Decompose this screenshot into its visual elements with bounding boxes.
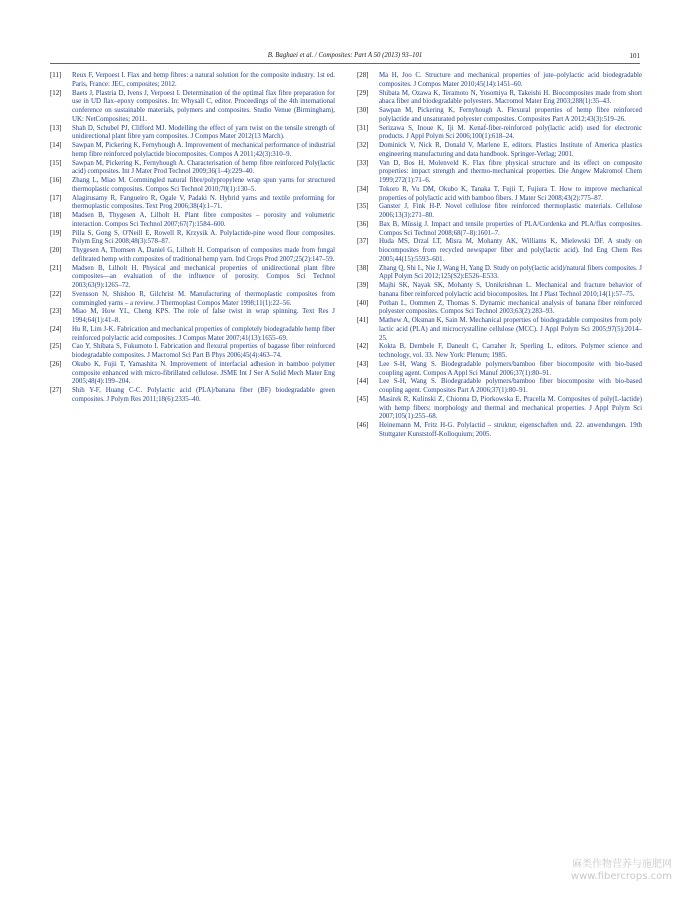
reference-number: [41] (357, 317, 369, 324)
reference-item (357, 142, 642, 160)
reference-number: [46] (357, 422, 369, 429)
reference-text[interactable]: Reux F, Verpoest I. Flax and hemp fibres: a natural solution for the composite industry. 1st ed. Paris, France: JEC, composites; 2012. (72, 72, 335, 88)
reference-number: [45] (357, 395, 369, 403)
reference-number: [34] (357, 185, 369, 193)
reference-number: [24] (50, 325, 62, 333)
reference-text[interactable]: Shah D, Schubel PJ, Clifford MJ. Modelling the effect of yarn twist on the tensile strength of unidirectional plant fibre yarn composites. J Compos Mater 2012(13 March). (72, 124, 335, 141)
reference-text[interactable]: Pothan L, Oommen Z, Thomas S. Dynamic mechanical analysis of banana fiber reinforced polyester composites. Compos Sci Technol 2003;63(2):283–93. (379, 299, 642, 316)
reference-item (50, 343, 335, 361)
reference-item (50, 308, 335, 326)
reference-text[interactable]: Serizawa S, Inoue K, Iji M. Kenaf-fiber-reinforced poly(lactic acid) used for electronic products. J Appl Polym Sci 2006;100(1):618–24. (379, 124, 642, 141)
reference-item (50, 265, 335, 291)
reference-number: [31] (357, 124, 369, 132)
reference-text[interactable]: Van D, Bos H, Molenveld K. Flax fibre physical structure and its effect on composite properties: impact strength and thermo-mechanical properties. Die Angew Makromol Chem 1999;272(1):71–6. (379, 159, 642, 184)
reference-number: [42] (357, 343, 369, 351)
reference-item (50, 326, 335, 344)
reference-number: [28] (357, 72, 369, 79)
reference-item (357, 265, 642, 283)
references-left-column (50, 72, 335, 405)
reference-text[interactable]: Thygesen A, Thomsen A, Daniel G, Lilholt H. Comparison of composites made from fungal defibrated hemp with composites of traditional hemp yarn. Ind Crops Prod 2007;25(2):147–59. (72, 247, 335, 263)
reference-text[interactable]: Madsen B, Lilholt H. Physical and mechanical properties of unidirectional plant fibre composites—an evaluation of the influence of porosity. Compos Sci Technol 2003;63(9):1265–72. (72, 264, 335, 289)
reference-number: [11] (50, 72, 62, 79)
reference-text[interactable]: Cao Y, Shibata S, Fukumoto I. Fabrication and flexural properties of bagasse fiber reinforced biodegradable composites. J Macromol Sci Part B Phys 2006;45(4):463–74. (72, 343, 335, 359)
references-right-column (357, 72, 642, 440)
reference-number: [17] (50, 194, 62, 202)
watermark-line-1: 麻类作物营养与施肥网 (572, 859, 672, 870)
running-head: B. Baghaei et al. / Composites: Part A 50 (2013) 93–101 (267, 52, 423, 59)
reference-item (50, 291, 335, 309)
reference-item (357, 317, 642, 343)
reference-item (357, 90, 642, 108)
reference-item (50, 230, 335, 248)
reference-number: [36] (357, 220, 369, 228)
reference-item (357, 300, 642, 318)
reference-text[interactable]: Masirek R, Kulinski Z, Chionna D, Piorkowska E, Pracella M. Composites of poly(L-lactide) with hemp fibers: morphology and thermal and mechanical properties. J Appl Polym Sci 2007;105(1):255–68. (379, 395, 642, 421)
reference-item (357, 221, 642, 239)
reference-text[interactable]: Ganster J, Fink H-P. Novel cellulose fibre reinforced thermoplastic materials. Cellulose 2006;13(3):271–80. (379, 203, 642, 219)
reference-item (357, 107, 642, 125)
reference-item (50, 212, 335, 230)
reference-number: [12] (50, 89, 62, 97)
watermark-line-2: www.fibercrops.com (570, 871, 672, 882)
reference-item (357, 160, 642, 186)
reference-number: [19] (50, 229, 62, 237)
reference-number: [20] (50, 247, 62, 254)
reference-number: [21] (50, 264, 62, 272)
reference-number: [43] (357, 360, 369, 368)
reference-item (357, 343, 642, 361)
reference-text[interactable]: Svensson N, Shishoo R, Gilchrist M. Manufacturing of thermoplastic composites from commingled yarns – a review. J Thermoplast Compos Mater 1998;11(1):22–56. (72, 290, 335, 307)
reference-text[interactable]: Majhi SK, Nayak SK, Mohanty S, Unnikrishnan L. Mechanical and fracture behavior of banana fiber reinforced polylactic acid biocomposites. Int J Plast Technol 2010;14(1):57–75. (379, 282, 642, 298)
reference-text[interactable]: Sawpan M, Pickering K, Fernyhough A. Flexural properties of hemp fibre reinforced polylactide and unsaturated polyester composites. Composites Part A 2012;43(3):519–26. (379, 107, 642, 123)
reference-number: [15] (50, 159, 62, 167)
reference-text[interactable]: Shibata M, Ozawa K, Teramoto N, Yosomiya R, Takeishi H. Biocomposites made from short abaca fiber and biodegradable polyesters. Macromol Mater Eng 2003;288(1):35–43. (379, 89, 642, 106)
reference-number: [13] (50, 124, 62, 132)
reference-item (50, 125, 335, 143)
reference-item (357, 422, 642, 440)
reference-number: [23] (50, 308, 62, 316)
reference-number: [22] (50, 290, 62, 298)
reference-item (357, 72, 642, 90)
reference-text[interactable]: Zhang Q, Shi L, Nie J, Wang H, Yang D. Study on poly(lactic acid)/natural fibers composites. J Appl Polym Sci 2012;125(S2):E526–E533. (379, 264, 642, 281)
reference-number: [40] (357, 299, 369, 307)
reference-item (357, 186, 642, 204)
reference-item (50, 195, 335, 213)
reference-text[interactable]: Madsen B, Thygesen A, Lilholt H. Plant fibre composites – porosity and volumetric interaction. Compos Sci Technol 2007;67(7):1584–600. (72, 212, 335, 228)
reference-text[interactable]: Zhang L, Miao M. Commingled natural fibre/polypropylene wrap spun yarns for structured thermoplastic composites. Compos Sci Technol 2010;70(1):130–5. (72, 177, 335, 193)
reference-number: [16] (50, 177, 62, 184)
reference-text[interactable]: Tokoro R, Vu DM, Okubo K, Tanaka T, Fujii T, Fujiura T. How to improve mechanical properties of polylactic acid with bamboo fibers. J Mater Sci 2008;43(2):775–87. (379, 185, 642, 202)
reference-number: [35] (357, 203, 369, 211)
reference-number: [14] (50, 142, 62, 149)
reference-number: [33] (357, 159, 369, 167)
reference-item (50, 72, 335, 90)
reference-number: [30] (357, 107, 369, 114)
reference-text[interactable]: Ma H, Joo C. Structure and mechanical properties of jute–polylactic acid biodegradable composites. J Compos Mater 2010;45(14):1451–60. (379, 72, 642, 88)
reference-number: [44] (357, 378, 369, 386)
reference-text[interactable]: Baets J, Plastria D, Ivens J, Verpoest I. Determination of the optimal flax fibre preparation for use in UD flax–epoxy composites. In: Whysall C, editor. Proceedings of the 4th international conference on sustainable materials, polymers and composites. Studio Venue (Birmingham), UK: NetComposites; 2011. (72, 89, 335, 123)
reference-item (357, 282, 642, 300)
header-rule (50, 63, 640, 64)
reference-item (50, 160, 335, 178)
reference-number: [37] (357, 238, 369, 246)
reference-number: [18] (50, 212, 62, 219)
reference-item (50, 361, 335, 387)
page-number: 101 (629, 52, 640, 60)
reference-text[interactable]: Mathew A, Oksman K, Sain M. Mechanical properties of biodegradable composites from poly lactic acid (PLA) and microcrystalline cellulose (MCC). J Appl Polym Sci 2005;97(5):2014–25. (379, 317, 642, 342)
reference-item (357, 238, 642, 264)
reference-item (357, 125, 642, 143)
reference-text[interactable]: Okubo K, Fujii T, Yamashita N. Improvement of interfacial adhesion in bamboo polymer composite enhanced with micro-fibrillated cellulose. JSME Int J Ser A Solid Mech Mater Eng 2005;48(4):199–204. (72, 360, 335, 386)
reference-text[interactable]: Alagirusamy R, Fangueiro R, Ogale V, Padaki N. Hybrid yarns and textile preforming for thermoplastic composites. Text Prog 2006;38(4):1–71. (72, 194, 335, 211)
reference-item (357, 378, 642, 396)
reference-item (50, 142, 335, 160)
reference-text[interactable]: Hu R, Lim J-K. Fabrication and mechanical properties of completely biodegradable hemp fiber reinforced polylactic acid composites. J Compos Mater 2007;41(13):1655–69. (72, 325, 335, 342)
watermark (571, 859, 672, 883)
reference-text[interactable]: Lee S-H, Wang S. Biodegradable polymers/bamboo fiber biocomposite with bio-based coupling agent. Composites Part A 2006;37(1):80–91. (379, 378, 642, 394)
reference-number: [29] (357, 89, 369, 97)
reference-item (357, 203, 642, 221)
reference-text[interactable]: Huda MS, Drzal LT, Misra M, Mohanty AK, Williams K, Mielewski DF. A study on biocomposites from recycled newspaper fiber and poly(lactic acid). Ind Eng Chem Res 2005;44(15):5593–601. (379, 238, 642, 263)
reference-text[interactable]: Dominick V, Nick R, Donald V, Marlene E, editors. Plastics Institute of America plastics engineering manufacturing and data handbook. Springer-Verlag; 2001. (379, 142, 642, 158)
reference-number: [39] (357, 282, 369, 289)
reference-text[interactable]: Bax B, Müssig J. Impact and tensile properties of PLA/Cordenka and PLA/flax composites. Compos Sci Technol 2008;68(7–8):1601–7. (379, 220, 642, 237)
reference-item (50, 177, 335, 195)
reference-text[interactable]: Pilla S, Gong S, O'Neill E, Rowell R, Krzysik A. Polylactide-pine wood flour composites. Polym Eng Sci 2008;48(3):578–87. (72, 229, 335, 246)
reference-item (50, 90, 335, 125)
reference-text[interactable]: Kokta B, Dembele F, Daneult C, Carraher Jr, Sperling L, editors. Polymer science and technology, vol. 33. New York: Plenum; 1985. (379, 343, 642, 359)
reference-number: [27] (50, 387, 62, 394)
reference-number: [25] (50, 343, 62, 351)
reference-item (357, 396, 642, 422)
reference-text[interactable]: Sawpan M, Pickering K, Fernyhough A. Improvement of mechanical performance of industrial hemp fibre reinforced polylactide biocomposites. Compos A 2011;42(3):310–9. (72, 142, 335, 158)
reference-number: [32] (357, 142, 369, 149)
reference-text[interactable]: Miao M, How YL, Cheng KPS. The role of false twist in wrap spinning. Text Res J 1994;64(1):41–8. (72, 308, 335, 324)
reference-text[interactable]: Heinemann M, Fritz H-G. Polylactid – struktur, eigenschaften und. 22. anwendungen. 19th Stuttgater Kunststoff-Kolloquium; 2005. (379, 422, 642, 438)
reference-text[interactable]: Lee S-H, Wang S. Biodegradable polymers/bamboo fiber biocomposite with bio-based coupling agent. Compos A Appl Sci Manuf 2006;37(1):80–91. (379, 360, 642, 377)
reference-text[interactable]: Sawpan M, Pickering K, Fernyhough A. Characterisation of hemp fibre reinforced Poly(lactic acid) composites. Int J Mater Prod Technol 2009;36(1–4):229–40. (72, 159, 335, 176)
reference-text[interactable]: Shih Y-F, Huang C-C. Polylactic acid (PLA)/banana fiber (BF) biodegradable green composites. J Polym Res 2011;18(6):2335–40. (72, 387, 335, 403)
reference-item (357, 361, 642, 379)
reference-number: [38] (357, 264, 369, 272)
reference-number: [26] (50, 360, 62, 368)
reference-item (50, 387, 335, 405)
reference-item (50, 247, 335, 265)
